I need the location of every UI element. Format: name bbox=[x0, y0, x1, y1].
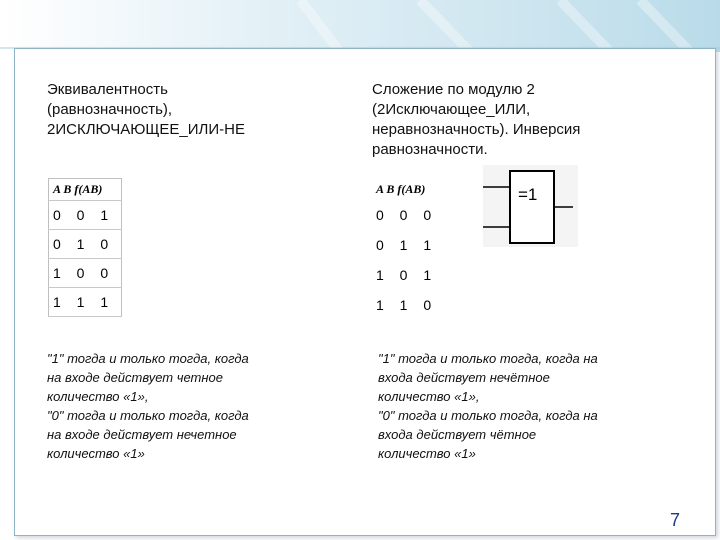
left-description-line: количество «1» bbox=[47, 446, 145, 461]
table-cell: 0 1 1 bbox=[376, 237, 438, 253]
table-cell: 0 1 0 bbox=[53, 236, 115, 252]
right-description bbox=[378, 349, 678, 463]
header-a: A bbox=[376, 181, 384, 196]
table-row bbox=[49, 230, 122, 259]
right-heading bbox=[372, 80, 672, 160]
page-number: 7 bbox=[670, 510, 681, 530]
table-cell: 1 1 1 bbox=[53, 294, 115, 310]
table-cell: 0 0 0 bbox=[376, 207, 438, 223]
left-description-line: количество «1», bbox=[47, 389, 149, 404]
right-description-line: входа действует нечётное bbox=[378, 370, 550, 385]
header-a: A bbox=[53, 182, 61, 196]
table-cell: 1 0 1 bbox=[376, 267, 438, 283]
right-heading-line: равнозначности. bbox=[372, 141, 488, 158]
header-f: f(AB) bbox=[397, 181, 426, 196]
right-description-line: "1" тогда и только тогда, когда на bbox=[378, 351, 598, 366]
xor-gate-drawing bbox=[483, 165, 578, 247]
table-cell: 0 0 1 bbox=[53, 207, 115, 223]
table-row bbox=[372, 290, 448, 320]
right-description-line: "0" тогда и только тогда, когда на bbox=[378, 408, 598, 423]
xor-gate-symbol bbox=[483, 165, 578, 247]
header-f: f(AB) bbox=[74, 182, 103, 196]
table-row bbox=[49, 201, 122, 230]
right-description-line: количество «1» bbox=[378, 446, 476, 461]
left-description-line: "1" тогда и только тогда, когда bbox=[47, 351, 249, 366]
right-truth-table bbox=[372, 178, 448, 320]
left-heading bbox=[47, 80, 337, 140]
left-heading-line: 2ИСКЛЮЧАЮЩЕЕ_ИЛИ-НЕ bbox=[47, 121, 246, 138]
table-row bbox=[372, 200, 448, 230]
table-row bbox=[372, 260, 448, 290]
right-description-line: количество «1», bbox=[378, 389, 480, 404]
right-heading-line: (2Исключающее_ИЛИ, bbox=[372, 101, 531, 118]
table-header-row bbox=[49, 179, 122, 201]
left-truth-table bbox=[48, 178, 122, 317]
table-row bbox=[372, 230, 448, 260]
left-description bbox=[47, 349, 322, 463]
gate-label: =1 bbox=[518, 185, 538, 204]
decorative-header-band bbox=[0, 0, 720, 52]
table-header-cell bbox=[372, 178, 448, 200]
right-heading-line: неравнозначность). Инверсия bbox=[372, 121, 581, 138]
header-b: B bbox=[386, 181, 395, 196]
left-heading-line: Эквивалентность bbox=[47, 81, 168, 98]
table-cell: 1 1 0 bbox=[376, 297, 438, 313]
right-heading-line: Сложение по модулю 2 bbox=[372, 81, 535, 98]
table-header-cell bbox=[49, 179, 122, 201]
table-header-row bbox=[372, 178, 448, 200]
table-cell: 1 0 0 bbox=[53, 265, 115, 281]
table-row bbox=[49, 259, 122, 288]
left-description-line: на входе действует четное bbox=[47, 370, 224, 385]
right-description-line: входа действует чётное bbox=[378, 427, 537, 442]
header-b: B bbox=[63, 182, 72, 196]
left-description-line: "0" тогда и только тогда, когда bbox=[47, 408, 249, 423]
table-row bbox=[49, 288, 122, 317]
header-gradient bbox=[0, 0, 720, 52]
left-heading-line: (равнозначность), bbox=[47, 101, 173, 118]
left-description-line: на входе действует нечетное bbox=[47, 427, 237, 442]
